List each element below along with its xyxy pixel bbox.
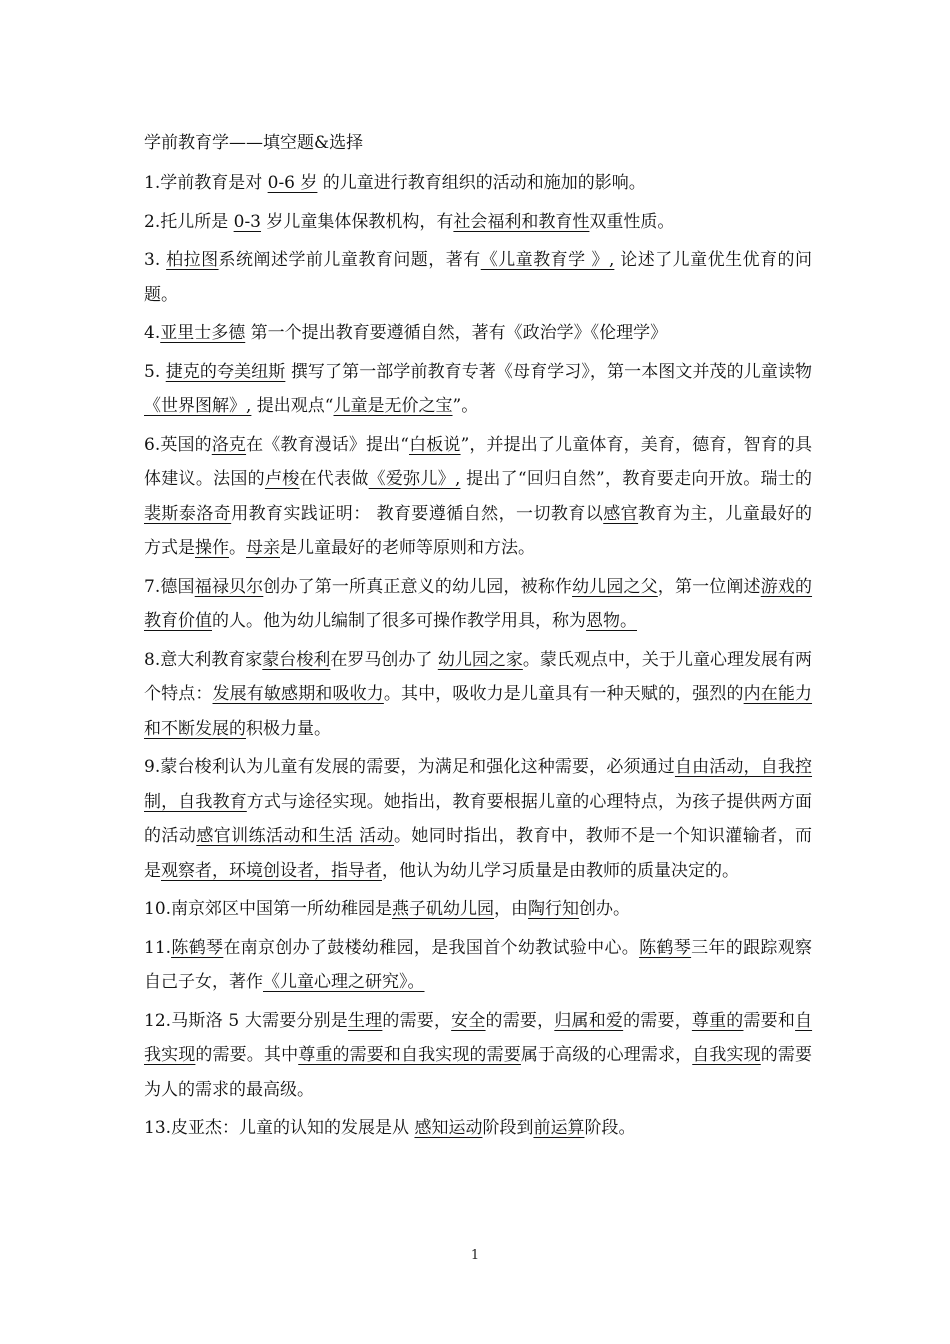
answer-text: 白板说 <box>409 434 461 455</box>
answer-text: 游戏的教育价值 <box>144 576 813 631</box>
paragraph-text: 的需要， <box>382 1010 452 1031</box>
paragraph-text: 。蒙氏观点中，关于儿童心理发展有两个特点： <box>144 649 813 704</box>
paragraph-text: ，由 <box>494 899 529 919</box>
answer-text: 自我实现 <box>692 1045 761 1065</box>
answer-text: 感知运动 <box>414 1118 483 1138</box>
paragraph-text: 4. <box>144 323 161 343</box>
answer-text: 内在能力和不断发展的 <box>144 684 813 739</box>
paragraph-text: 10.南京郊区中国第一所幼稚园是 <box>144 899 393 919</box>
paragraph-item <box>144 243 812 312</box>
answer-text: 蒙台梭利 <box>262 649 331 670</box>
paragraph-text: 13.皮亚杰：儿童的认知的发展是从 <box>144 1118 415 1138</box>
answer-text: 燕子矶幼儿园 <box>392 899 495 919</box>
paragraph-text: 创办了第一所真正意义的幼儿园，被称作 <box>263 576 573 597</box>
paragraph-text: 岁儿童集体保教机构，有 <box>261 211 454 232</box>
paragraph-item <box>144 643 812 747</box>
paragraph-item <box>144 166 812 201</box>
paragraph-item <box>144 428 812 566</box>
answer-text: 陈鹤琴 <box>639 937 692 958</box>
answer-text: 观察者，环境创设者，指导者 <box>161 860 382 881</box>
paragraph-text: 撰写了第一部学前教育专著《母育学习》，第一本图文并茂的儿童读物 <box>285 361 813 382</box>
paragraph-item <box>144 205 812 240</box>
paragraph-text: 的人。他为幼儿编制了很多可操作教学用具，称为 <box>212 611 586 631</box>
answer-text: 幼儿园之家 <box>437 649 523 670</box>
answer-text: 尊重的 <box>691 1010 744 1031</box>
paragraph-item <box>144 570 812 639</box>
paragraph-text: 在《教育漫话》提出“ <box>246 434 409 455</box>
paragraph-text: 是儿童最好的老师等原则和方法。 <box>280 538 535 558</box>
paragraph-text: 9.蒙台梭利认为儿童有发展的需要，为满足和强化这种需要，必须通过 <box>144 757 675 777</box>
answer-text: 恩物。 <box>586 611 637 631</box>
paragraph-text: 系统阐述学前儿童教育问题，著有 <box>218 250 481 270</box>
paragraph-text: 的需要。其中 <box>195 1045 299 1065</box>
paragraph-text: 在南京创办了鼓楼幼稚园，是我国首个幼教试验中心。 <box>223 937 640 958</box>
paragraph-item <box>144 931 812 1000</box>
answer-text: 安全 <box>451 1010 486 1031</box>
paragraph-text: 属于高级的心理需求， <box>520 1045 693 1065</box>
paragraph-text: 教育为主，儿童最好的方式是 <box>144 503 813 558</box>
paragraph-text: 论述了儿童优生优育的问题。 <box>144 250 813 305</box>
answer-text: 裴斯泰洛奇 <box>144 503 232 524</box>
paragraph-item <box>144 355 812 424</box>
paragraph-text: 。其中，吸收力是儿童具有一种天赋的，强烈的 <box>383 684 744 704</box>
paragraph-text: 需要和 <box>743 1010 796 1031</box>
paragraph-item <box>144 750 812 888</box>
answer-text: 自我实现 <box>144 1010 813 1065</box>
answer-text: 感官 <box>603 503 639 524</box>
answer-text: 0-6 岁 <box>267 173 318 193</box>
answer-text: 尊重的需要和自我实现的需要 <box>298 1045 521 1065</box>
answer-text: 社会福利和教育性 <box>453 211 590 232</box>
answer-text: 《儿童心理之研究》。 <box>263 972 425 992</box>
paragraph-text: ”。 <box>452 396 479 416</box>
answer-text: 感官训练活动和生活 活动 <box>196 826 394 846</box>
page-number: 1 <box>470 1248 480 1263</box>
paragraph-text: 提出观点“ <box>251 396 334 416</box>
paragraph-text: 用教育实践证明： 教育要遵循自然，一切教育以 <box>231 503 604 524</box>
paragraph-text: 阶段。 <box>584 1118 636 1138</box>
paragraph-text: 11. <box>144 937 172 958</box>
paragraph-text: 的需要， <box>623 1010 692 1031</box>
paragraph-text: 1.学前教育是对 <box>144 173 268 193</box>
paragraph-item <box>144 892 812 927</box>
paragraph-text: 5. <box>144 361 166 382</box>
paragraph-item <box>144 1004 812 1108</box>
paragraph-text: 的需要， <box>485 1010 555 1031</box>
paragraph-list <box>144 166 812 1146</box>
answer-text: 福禄贝尔 <box>194 576 264 597</box>
paragraph-text: 三年的跟踪观察自己子女，著作 <box>144 937 813 992</box>
answer-text: 洛克 <box>211 434 247 455</box>
document-body <box>144 126 812 1150</box>
paragraph-text: ，第一位阐述 <box>657 576 761 597</box>
answer-text: 捷克的夸美纽斯 <box>165 361 286 382</box>
answer-text: 0-3 <box>233 211 262 232</box>
paragraph-text: 创办。 <box>579 899 631 919</box>
paragraph-item <box>144 316 812 351</box>
answer-text: 《爱弥儿》, <box>368 469 461 489</box>
paragraph-text: 。 <box>229 538 246 558</box>
paragraph-text: 2.托儿所是 <box>144 211 234 232</box>
answer-text: 亚里士多德 <box>160 323 246 343</box>
paragraph-text: 阶段到 <box>482 1118 534 1138</box>
answer-text: 陈鹤琴 <box>171 937 224 958</box>
answer-text: 儿童是无价之宝 <box>333 396 453 416</box>
paragraph-text: ，他认为幼儿学习质量是由教师的质量决定的。 <box>382 860 739 881</box>
paragraph-text: 在罗马创办了 <box>330 649 438 670</box>
paragraph-text: 8.意大利教育家 <box>144 649 263 670</box>
paragraph-text: 第一个提出教育要遵循自然，著有《政治学》《伦理学》 <box>245 323 668 343</box>
paragraph-text: 的儿童进行教育组织的活动和施加的影响。 <box>317 173 646 193</box>
answer-text: 《儿童教育学 》, <box>480 250 615 270</box>
paragraph-text: 。她同时指出，教育中，教师不是一个知识灌输者，而是 <box>144 826 813 881</box>
paragraph-text: ”，并提出了儿童体育，美育，德育，智育的具体建议。法国的 <box>144 434 813 489</box>
answer-text: 自由活动，自我控制，自我教育 <box>144 757 813 812</box>
paragraph-text: 提出了“回归自然”，教育要走向开放。瑞士的 <box>460 469 813 489</box>
answer-text: 前运算 <box>533 1118 585 1138</box>
paragraph-text: 12.马斯洛 5 大需要分别是 <box>144 1010 348 1031</box>
document-title: 学前教育学——填空题&选择 <box>144 133 364 153</box>
paragraph-text: 在代表做 <box>299 469 369 489</box>
paragraph-text: 方式与途径实现。她指出，教育要根据儿童的心理特点，为孩子提供两方面的活动 <box>144 791 813 846</box>
answer-text: 发展有敏感期和吸收力 <box>212 684 384 704</box>
answer-text: 柏拉图 <box>166 250 219 270</box>
answer-text: 母亲 <box>246 538 280 558</box>
answer-text: 陶行知 <box>528 899 580 919</box>
paragraph-text: 3. <box>144 250 167 270</box>
paragraph-text: 6.英国的 <box>144 434 212 455</box>
answer-text: 生理 <box>347 1010 383 1031</box>
paragraph-text: 双重性质。 <box>589 211 675 232</box>
answer-text: 操作 <box>195 538 229 558</box>
answer-text: 《世界图解》, <box>144 396 252 416</box>
paragraph-item <box>144 1111 812 1146</box>
paragraph-text: 7.德国 <box>144 576 195 597</box>
paragraph-text: 积极力量。 <box>246 718 331 739</box>
answer-text: 归属和爱 <box>554 1010 624 1031</box>
paragraph-text: 的需要为人的需求的最高级。 <box>144 1045 813 1100</box>
answer-text: 幼儿园之父 <box>572 576 658 597</box>
answer-text: 卢梭 <box>264 469 300 489</box>
